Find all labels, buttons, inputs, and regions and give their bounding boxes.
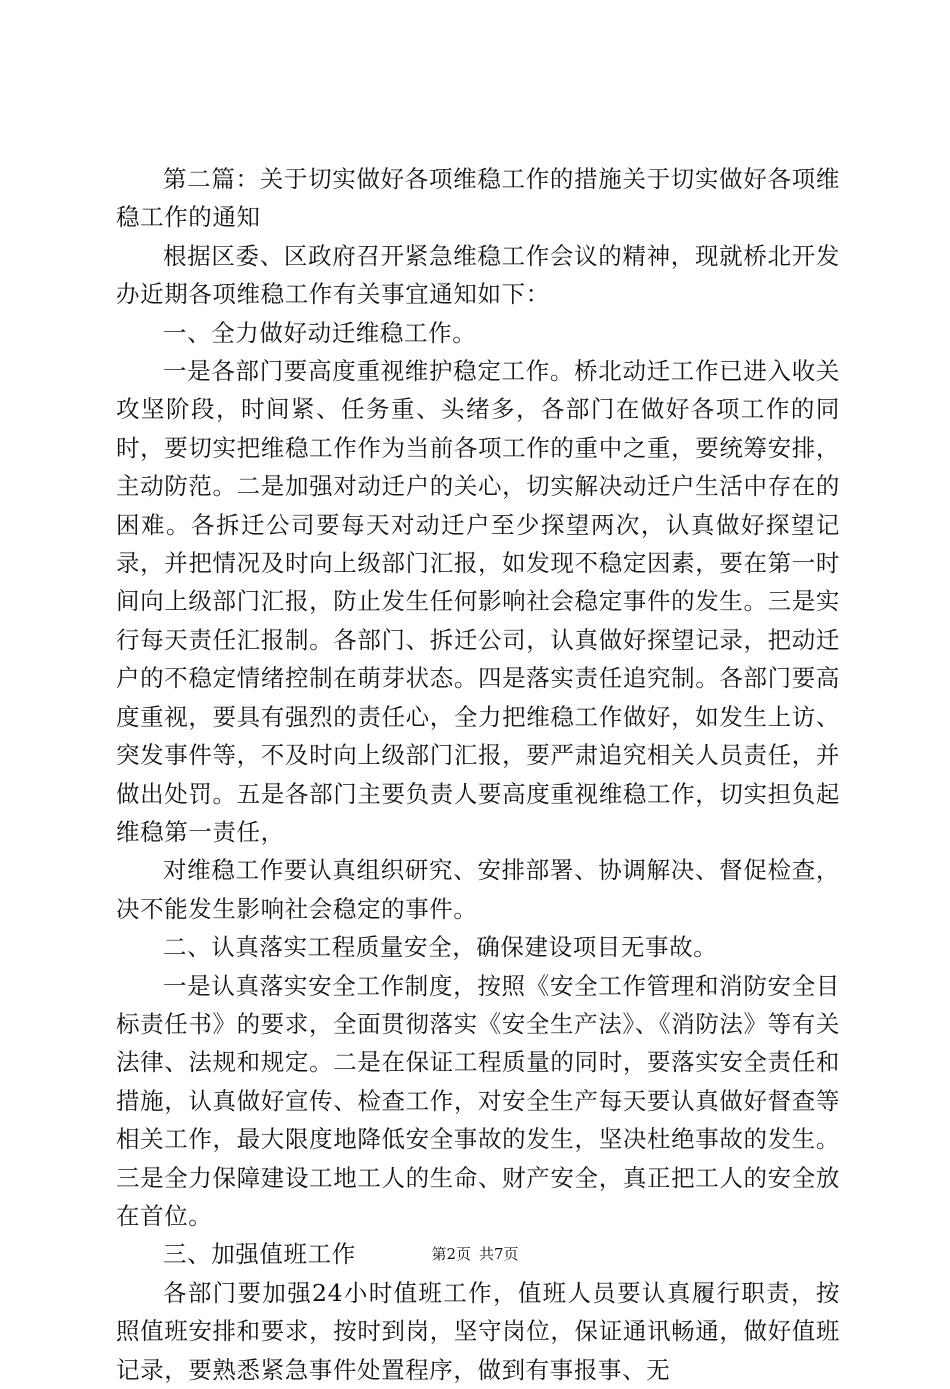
document-title-paragraph: 第二篇：关于切实做好各项维稳工作的措施关于切实做好各项维稳工作的通知	[116, 165, 840, 232]
intro-paragraph: 根据区委、区政府召开紧急维稳工作会议的精神，现就桥北开发办近期各项维稳工作有关事宜通知如下：	[116, 241, 840, 309]
section-heading-1: 一、全力做好动迁维稳工作。	[163, 318, 477, 347]
body-paragraph: 一是各部门要高度重视维护稳定工作。桥北动迁工作已进入收关攻坚阶段，时间紧、任务重、头绪多，各部门在做好各项工作的同时，要切实把维稳工作作为当前各项工作的重中之重，要统筹安排，主动防范。二是加强对动迁户的关心，切实解决动迁户生活中存在的困难。各拆迁公司要每天对动迁户至少探望两次，认真做好探望记录，并把情况及时向上级部门汇报，如发现不稳定因素，要在第一时间向上级部门汇报，防止发生任何影响社会稳定事件的发生。三是实行每天责任汇报制。各部门、拆迁公司，认真做好探望记录，把动迁户的不稳定情绪控制在萌芽状态。四是落实责任追究制。各部门要高度重视，要具有强烈的责任心，全力把维稳工作做好，如发生上访、突发事件等，不及时向上级部门汇报，要严肃追究相关人员责任，并做出处罚。五是各部门主要负责人要高度重视维稳工作，切实担负起维稳第一责任，	[116, 357, 840, 846]
body-paragraph: 对维稳工作要认真组织研究、安排部署、协调解决、督促检查，决不能发生影响社会稳定的事件。	[116, 856, 840, 923]
body-paragraph: 一是认真落实安全工作制度，按照《安全工作管理和消防安全目标责任书》的要求，全面贯彻落实《安全生产法》、《消防法》等有关法律、法规和规定。二是在保证工程质量的同时，要落实安全责任和措施，认真做好宣传、检查工作，对安全生产每天要认真做好督查等相关工作，最大限度地降低安全事故的发生，坚决杜绝事故的发生。三是全力保障建设工地工人的生命、财产安全，真正把工人的安全放在首位。	[116, 971, 840, 1230]
page-footer	[0, 1244, 950, 1264]
document-body	[116, 160, 840, 1389]
section-heading-2: 二、认真落实工程质量安全，确保建设项目无事故。	[163, 933, 718, 962]
page-number: 第2页	[431, 1245, 471, 1263]
section-heading-3: 三、加强值班工作	[163, 1240, 356, 1269]
page-total: 共7页	[479, 1245, 519, 1263]
body-paragraph: 各部门要加强24小时值班工作，值班人员要认真履行职责，按照值班安排和要求，按时到岗，坚守岗位，保证通讯畅通，做好值班记录，要熟悉紧急事件处置程序，做到有事报事、无	[116, 1278, 840, 1384]
